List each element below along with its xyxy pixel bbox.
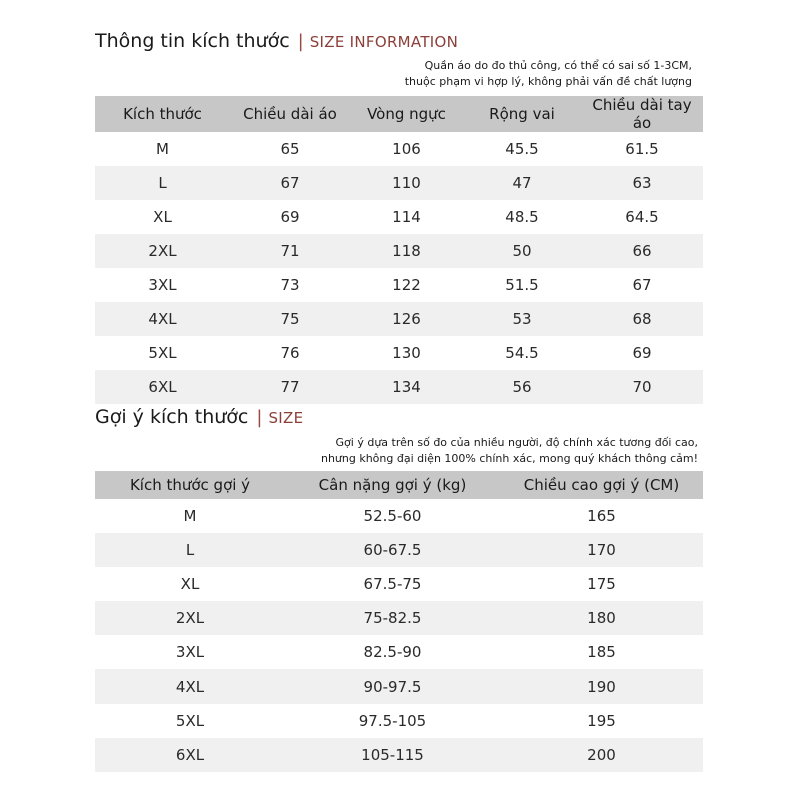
table-cell: 175 [587, 575, 616, 594]
table-header-row [95, 471, 703, 499]
table-cell: 64.5 [625, 208, 659, 226]
table-cell: 165 [587, 507, 616, 526]
table-cell: 65 [280, 140, 300, 158]
suggestion-note-line-2: nhưng không đại diện 100% chính xác, mong quý khách thông cảm! [320, 452, 698, 465]
column-header-shoulder: Rộng vai [463, 96, 581, 132]
size-information-title-vi: Thông tin kích thước [95, 30, 290, 52]
suggestion-note [321, 435, 698, 467]
table-row [95, 302, 703, 336]
table-cell: 5XL [175, 711, 205, 730]
table-cell: 114 [392, 208, 421, 226]
table-cell: 69 [632, 344, 652, 362]
table-cell: 66 [581, 234, 703, 268]
table-cell: 97.5-105 [358, 711, 427, 730]
column-header-length: Chiều dài áo [230, 96, 350, 132]
table-cell: L [95, 166, 230, 200]
column-header-suggested-weight: Cân nặng gợi ý (kg) [285, 471, 500, 499]
table-cell: 4XL [95, 302, 230, 336]
table-cell: L [95, 533, 285, 567]
table-cell: 90-97.5 [285, 669, 500, 703]
table-cell: 67.5-75 [363, 575, 422, 594]
table-cell: 122 [392, 276, 421, 294]
size-suggestion-title-vi: Gợi ý kích thước [95, 406, 249, 428]
table-row [95, 533, 703, 567]
table-cell: 54.5 [505, 344, 539, 362]
table-cell: 52.5-60 [363, 507, 422, 526]
table-cell: XL [180, 575, 200, 594]
table-row [95, 669, 703, 703]
table-cell: 110 [350, 166, 463, 200]
table-cell: 118 [350, 234, 463, 268]
column-header-size: Kích thước [95, 96, 230, 132]
table-cell: 130 [392, 344, 421, 362]
table-cell: 75-82.5 [285, 601, 500, 635]
table-header-row [95, 96, 703, 132]
table-cell: 3XL [148, 276, 177, 294]
table-cell: 56 [463, 370, 581, 404]
column-header-sleeve: Chiều dài tay áo [581, 96, 703, 132]
table-cell: 185 [587, 643, 616, 662]
table-cell: 134 [350, 370, 463, 404]
heading-separator: | [256, 407, 263, 428]
table-cell: 4XL [95, 669, 285, 703]
table-cell: 195 [587, 711, 616, 730]
heading-separator: | [297, 31, 304, 52]
table-cell: 5XL [148, 344, 177, 362]
table-cell: 68 [581, 302, 703, 336]
table-cell: 70 [581, 370, 703, 404]
table-cell: 6XL [95, 738, 285, 772]
table-cell: 75 [230, 302, 350, 336]
table-cell: 76 [280, 344, 300, 362]
column-header-suggested-height: Chiều cao gợi ý (CM) [500, 471, 703, 499]
table-cell: 6XL [95, 370, 230, 404]
table-cell: 50 [463, 234, 581, 268]
table-row [95, 738, 703, 772]
table-cell: 71 [230, 234, 350, 268]
table-cell: 61.5 [625, 140, 659, 158]
measurement-note [405, 58, 692, 90]
table-cell: 47 [463, 166, 581, 200]
table-cell: 69 [280, 208, 300, 226]
table-cell: M [183, 507, 197, 526]
table-row [95, 234, 703, 268]
table-cell: 170 [500, 533, 703, 567]
table-cell: 126 [350, 302, 463, 336]
table-row [95, 336, 703, 370]
table-row [95, 635, 703, 669]
table-cell: 3XL [175, 643, 205, 662]
size-information-title-en: SIZE INFORMATION [309, 33, 459, 51]
table-cell: 2XL [95, 601, 285, 635]
measurement-note-line-1: Quần áo do đo thủ công, có thể có sai số 1-3CM, [424, 59, 692, 72]
table-row [95, 200, 703, 234]
size-suggestion-title-en: SIZE [268, 409, 304, 427]
suggestion-note-line-1: Gợi ý dựa trên số đo của nhiều người, độ chính xác tương đối cao, [335, 436, 698, 449]
size-information-heading [95, 30, 458, 52]
measurement-note-line-2: thuộc phạm vi hợp lý, không phải vấn đề chất lượng [404, 75, 692, 88]
table-cell: 106 [392, 140, 421, 158]
column-header-chest: Vòng ngực [350, 96, 463, 132]
table-cell: 2XL [95, 234, 230, 268]
table-cell: 63 [581, 166, 703, 200]
table-cell: 67 [632, 276, 652, 294]
table-row [95, 704, 703, 738]
size-information-table [95, 96, 703, 404]
table-row [95, 499, 703, 533]
table-cell: 73 [280, 276, 300, 294]
table-cell: M [156, 140, 169, 158]
table-row [95, 132, 703, 166]
table-cell: 200 [500, 738, 703, 772]
table-cell: 190 [500, 669, 703, 703]
table-cell: 51.5 [505, 276, 539, 294]
table-cell: 82.5-90 [363, 643, 422, 662]
table-cell: 180 [500, 601, 703, 635]
column-header-suggested-size: Kích thước gợi ý [95, 471, 285, 499]
table-row [95, 370, 703, 404]
size-suggestion-table [95, 471, 703, 772]
table-cell: 105-115 [285, 738, 500, 772]
table-cell: 60-67.5 [285, 533, 500, 567]
table-cell: 53 [463, 302, 581, 336]
table-cell: 45.5 [505, 140, 539, 158]
size-suggestion-heading [95, 406, 303, 428]
table-row [95, 268, 703, 302]
table-cell: XL [153, 208, 172, 226]
table-cell: 77 [230, 370, 350, 404]
table-cell: 48.5 [505, 208, 539, 226]
table-row [95, 166, 703, 200]
table-row [95, 567, 703, 601]
table-cell: 67 [230, 166, 350, 200]
table-row [95, 601, 703, 635]
